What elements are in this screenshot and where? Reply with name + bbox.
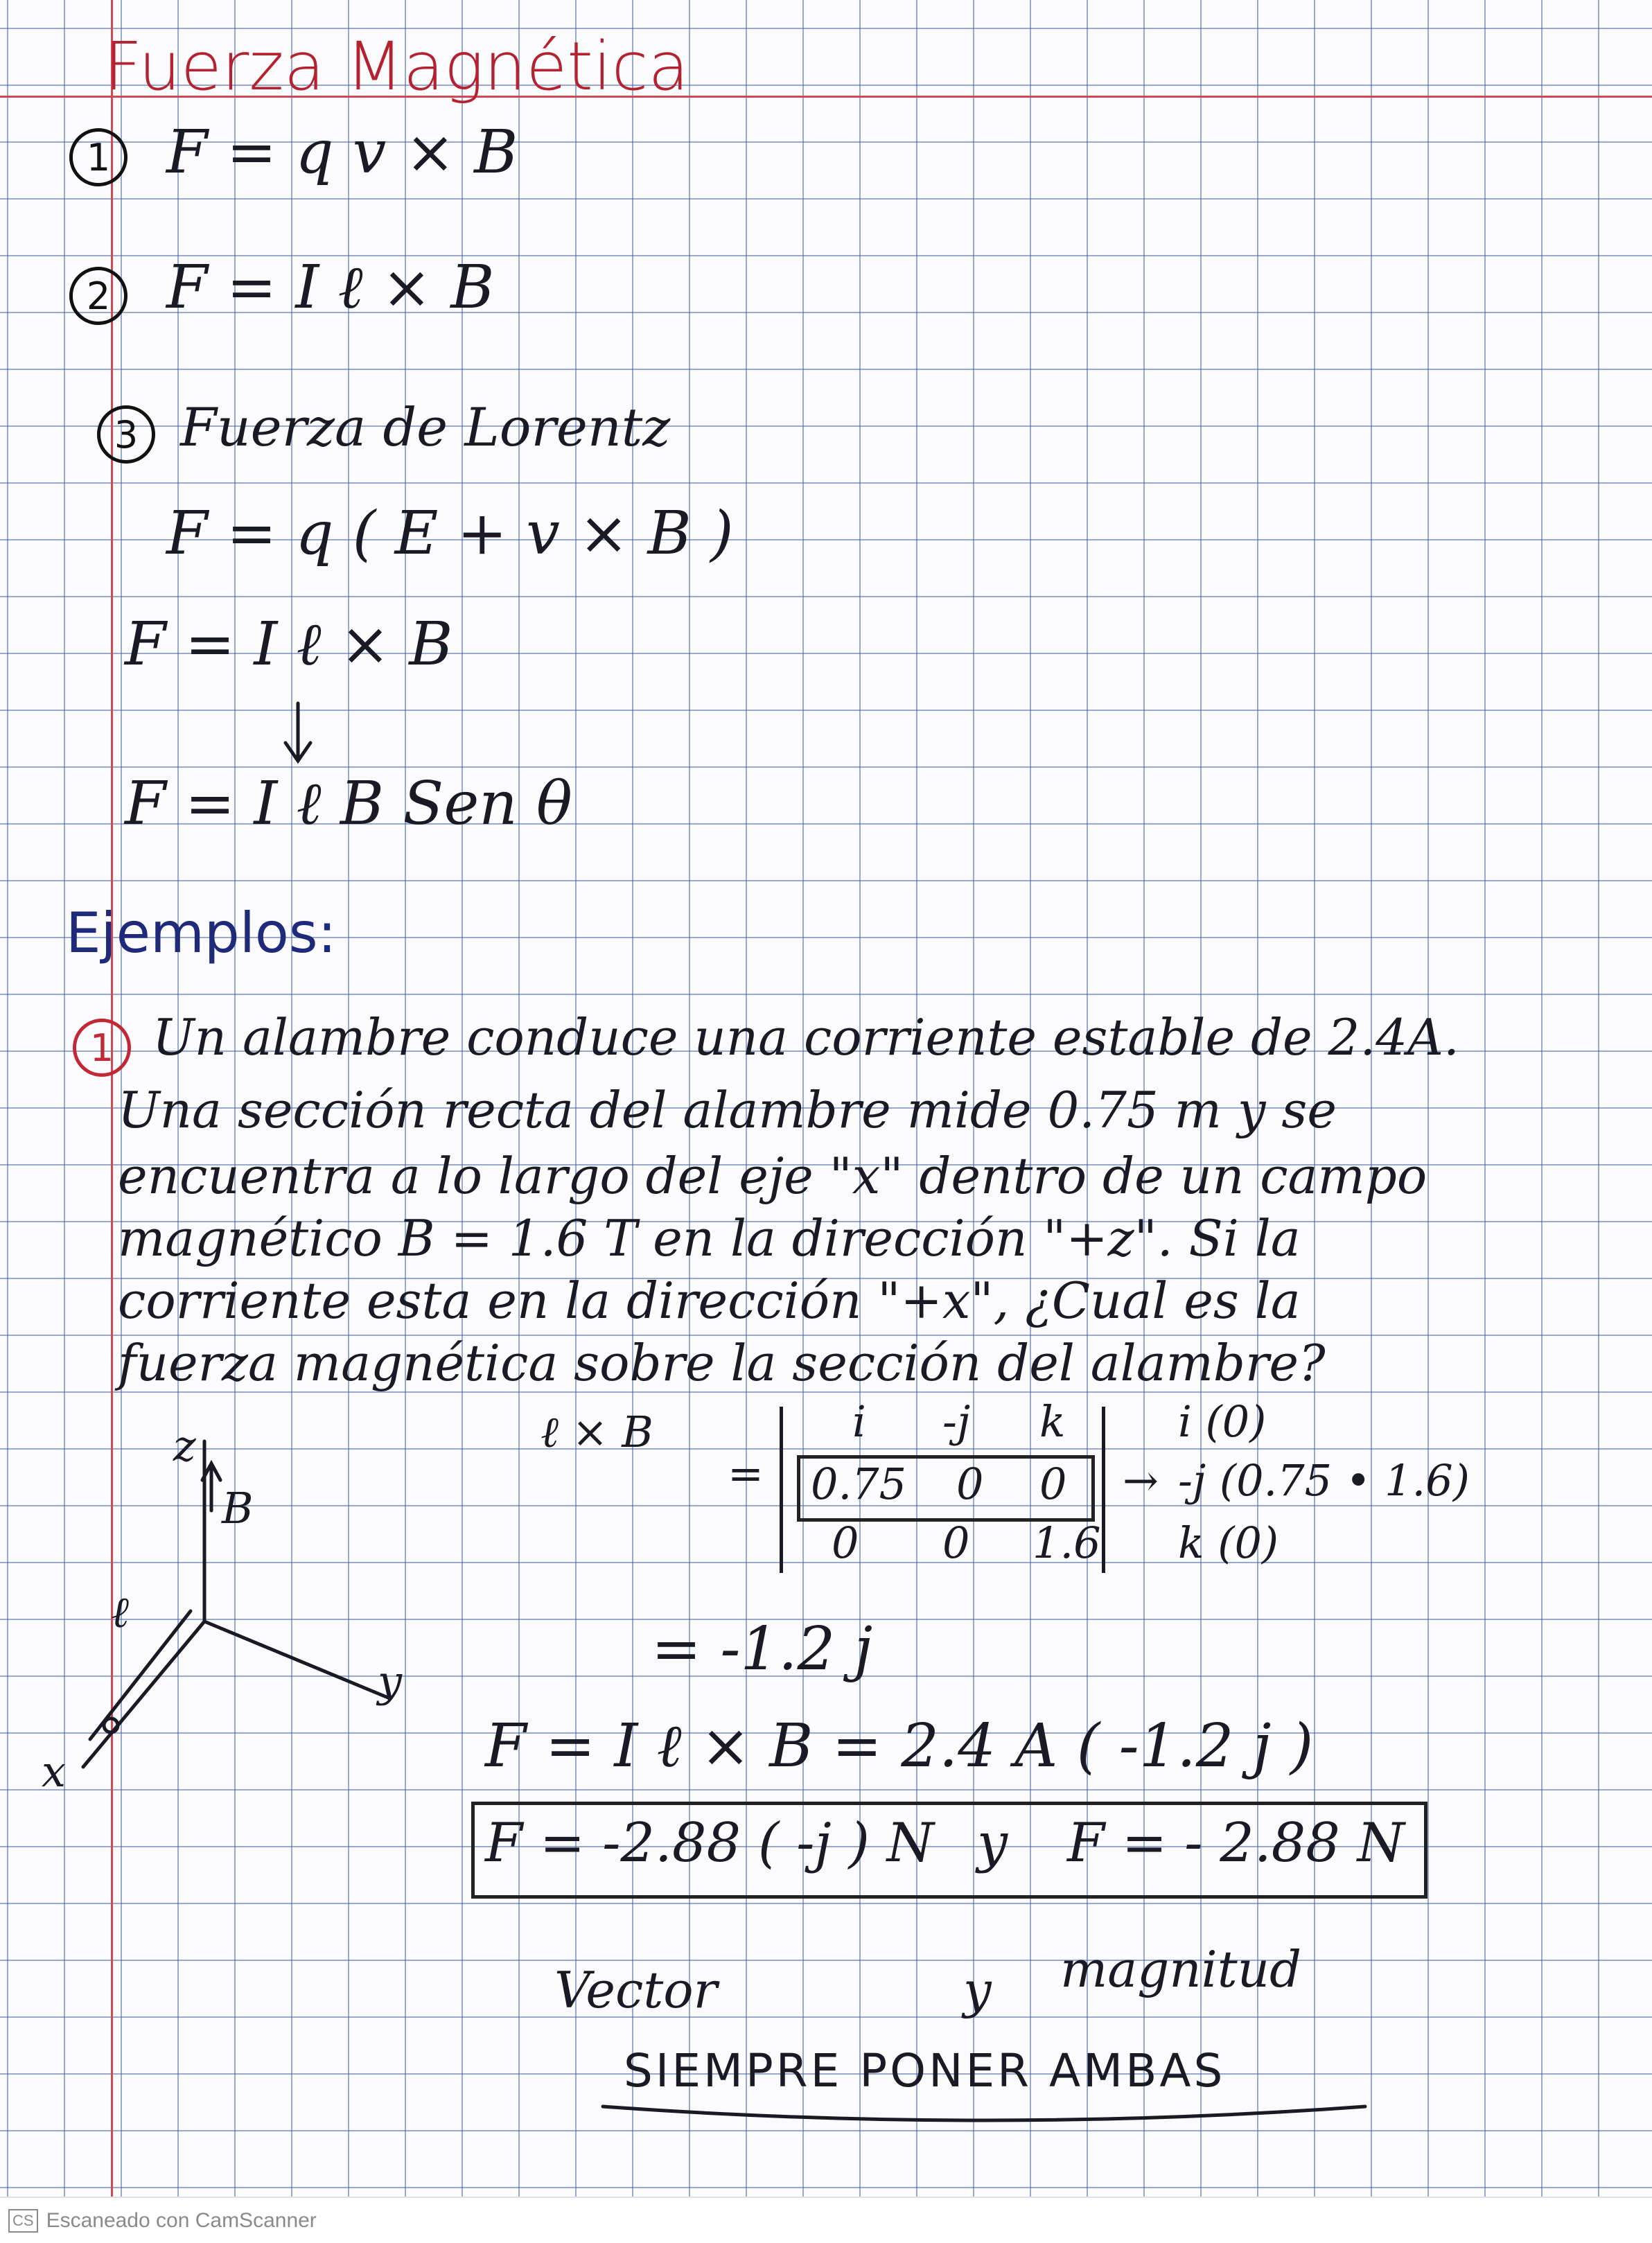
formula-1: F = q v × B xyxy=(166,118,518,187)
page-title: Fuerza Magnética xyxy=(104,28,689,105)
formula-5: F = I ℓ B Sen θ xyxy=(125,769,572,838)
axis-z-label: z xyxy=(173,1420,196,1471)
force-equation: F = I ℓ × B = 2.4 A ( -1.2 j ) xyxy=(485,1712,1314,1781)
cross-product-label: ℓ × B xyxy=(541,1407,653,1457)
problem-line-2: Una sección recta del alambre mide 0.75 m y se xyxy=(118,1081,1337,1139)
margin-line-vertical xyxy=(111,0,113,2197)
det-r1-c1: 0.75 xyxy=(811,1459,907,1509)
component-j: -j (0.75 • 1.6) xyxy=(1178,1455,1470,1506)
formula-4: F = I ℓ × B xyxy=(125,610,453,679)
det-header-i: i xyxy=(852,1396,866,1447)
component-k: k (0) xyxy=(1178,1518,1279,1568)
down-arrow-icon xyxy=(277,700,319,769)
det-r2-c3: 1.6 xyxy=(1032,1518,1101,1568)
det-r1-c2: 0 xyxy=(956,1459,984,1509)
problem-line-6: fuerza magnética sobre la sección del alambre? xyxy=(118,1334,1326,1392)
axis-y-label: y xyxy=(378,1656,403,1707)
answer-connector: y xyxy=(977,1812,1008,1874)
arrow-to-components: → xyxy=(1123,1455,1159,1506)
equals-sign: = xyxy=(728,1448,764,1499)
formula-1-number: 1 xyxy=(69,128,128,186)
note-always-both: SIEMPRE PONER AMBAS xyxy=(624,2044,1226,2097)
example-1-number: 1 xyxy=(73,1019,131,1077)
det-r2-c2: 0 xyxy=(942,1518,970,1568)
formula-3-number: 3 xyxy=(97,405,155,464)
scanner-footer xyxy=(0,2197,1652,2243)
det-header-j: -j xyxy=(942,1396,971,1447)
formula-2-number: 2 xyxy=(69,267,128,325)
problem-line-5: corriente esta en la dirección "+x", ¿Cual es la xyxy=(118,1272,1301,1330)
camscanner-logo-icon: CS xyxy=(8,2209,38,2233)
axis-b-label: B xyxy=(222,1483,254,1533)
answer-magnitude: F = - 2.88 N xyxy=(1067,1812,1405,1874)
axis-x-label: x xyxy=(42,1746,66,1797)
lorentz-label: Fuerza de Lorentz xyxy=(180,396,671,458)
det-r2-c1: 0 xyxy=(832,1518,859,1568)
examples-heading: Ejemplos: xyxy=(66,901,337,965)
problem-line-3: encuentra a lo largo del eje "x" dentro de un campo xyxy=(118,1147,1427,1205)
det-header-k: k xyxy=(1039,1396,1066,1447)
det-r1-c3: 0 xyxy=(1039,1459,1067,1509)
problem-line-1: Un alambre conduce una corriente estable de 2.4A. xyxy=(152,1008,1459,1066)
answer-vector: F = -2.88 ( -j ) N xyxy=(485,1812,934,1874)
component-i: i (0) xyxy=(1178,1396,1267,1447)
note-vector: Vector xyxy=(554,1961,718,2019)
axes-diagram xyxy=(42,1414,430,1802)
underline-brace-icon xyxy=(596,2100,1372,2141)
note-y: y xyxy=(963,1961,992,2019)
lorentz-formula: F = q ( E + v × B ) xyxy=(166,499,734,568)
problem-line-4: magnético B = 1.6 T en la dirección "+z". Si la xyxy=(118,1209,1301,1267)
note-magnitude: magnitud xyxy=(1060,1940,1302,1998)
axis-l-label: ℓ xyxy=(111,1587,129,1637)
formula-2: F = I ℓ × B xyxy=(166,253,495,322)
cross-product-result: = -1.2 j xyxy=(651,1615,873,1684)
footer-text: Escaneado con CamScanner xyxy=(46,2208,317,2232)
